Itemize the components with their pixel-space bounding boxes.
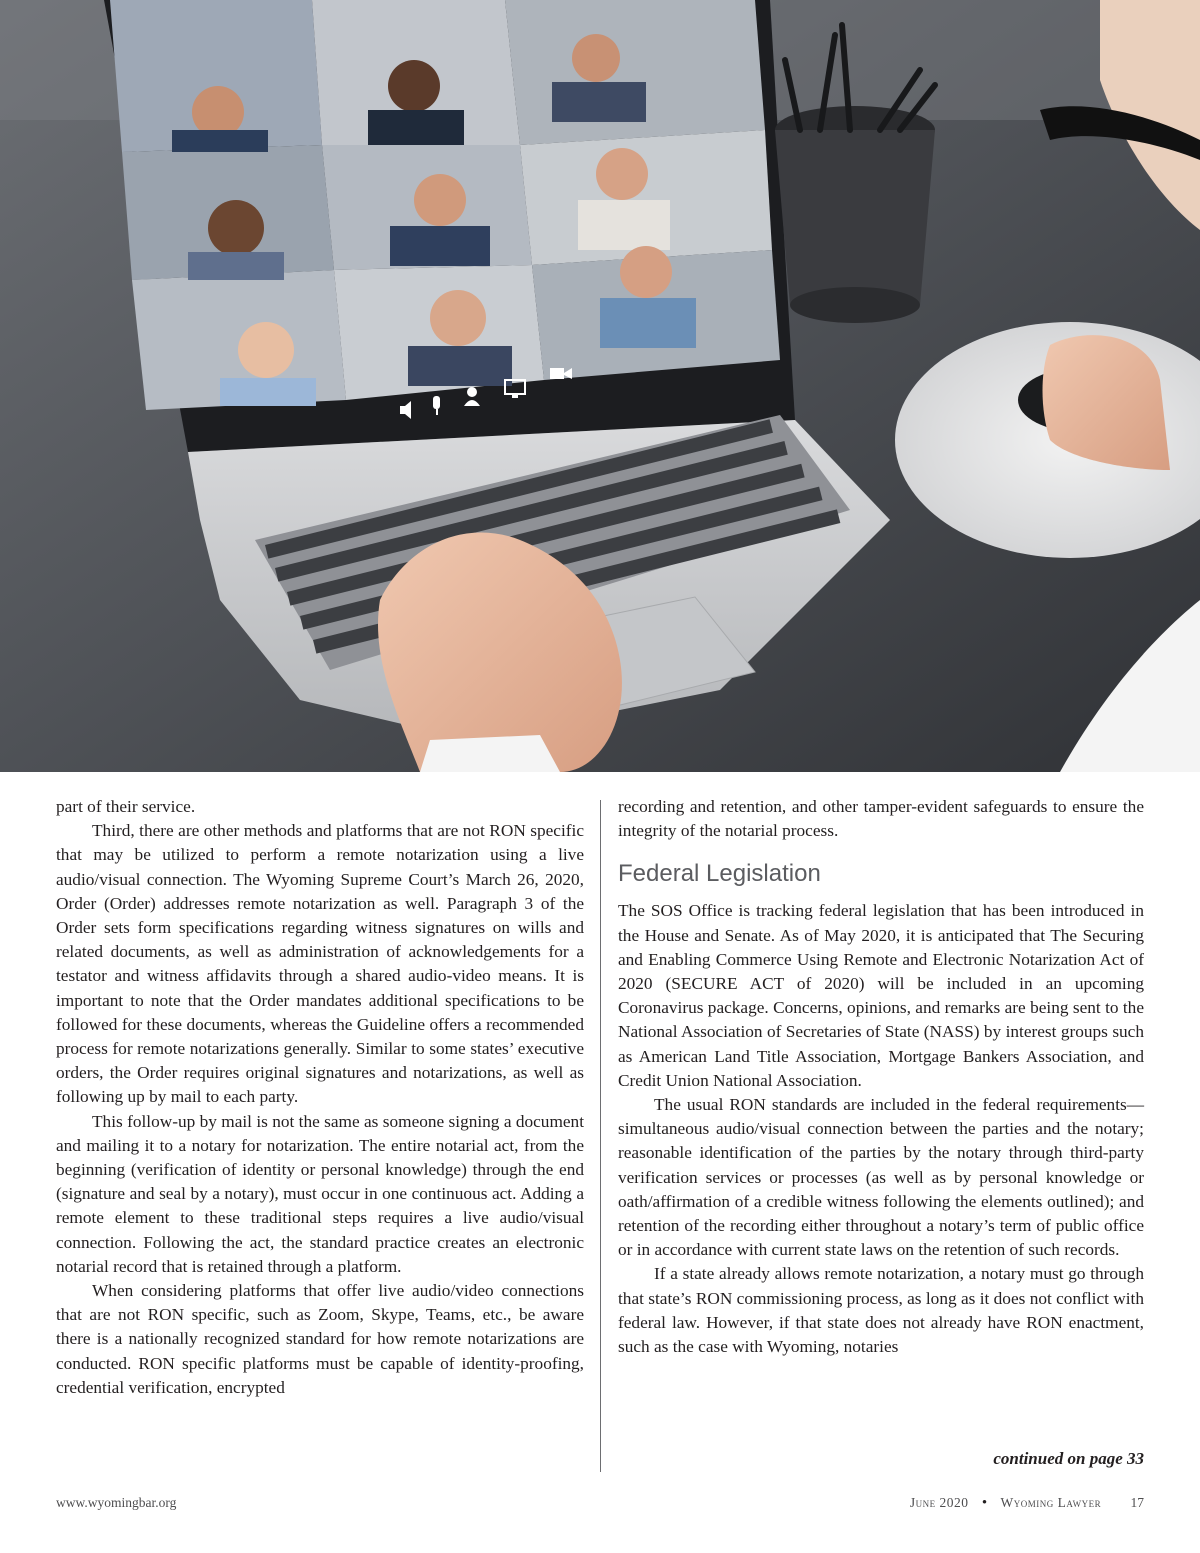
footer-url[interactable]: www.wyomingbar.org xyxy=(56,1495,177,1510)
right-column xyxy=(618,795,1144,1359)
page-number: 17 xyxy=(1130,1495,1144,1510)
footer-info xyxy=(910,1495,1144,1512)
bullet-separator: • xyxy=(981,1495,988,1511)
paragraph: recording and retention, and other tamper-evident safeguards to ensure the integrity of the notarial process. xyxy=(618,797,1144,841)
paragraph: This follow-up by mail is not the same as someone signing a document and mailing it to a notary for notarization. The entire notarial act, from the beginning (verification of identity or personal knowledge) through the end (signature and seal by a notary), must occur in one continuous act. Adding a remote element to these traditional steps requires a live audio/visual connection. Following the act, the standard practice creates an electronic notarial record that is retained through a platform. xyxy=(56,1111,584,1276)
column-divider xyxy=(600,800,601,1472)
section-heading: Federal Legislation xyxy=(618,860,821,888)
paragraph: Third, there are other methods and platforms that are not RON specific that may be utilized to perform a remote notarization using a live audio/visual connection. The Wyoming Supreme Court’s March 26, 2020, Order (Order) addresses remote notarization as well. Paragraph 3 of the Order sets form specifications regarding witness signatures on wills and related documents, as well as administration of acknowledgements for a testator and witness affidavits through a shared audio-video means. It is important to note that the Order mandates additional specifications to be followed for these documents, whereas the Guideline offers a recommended process for remote notarizations generally. Similar to some states’ executive orders, the Order requires original signatures and notarizations, as well as following up by mail to each party. xyxy=(56,821,584,1107)
page-footer xyxy=(56,1495,1144,1519)
header-photo xyxy=(0,0,1200,772)
paragraph: The usual RON standards are included in the federal requirements—simultaneous audio/visual connection between the parties and the notary; reasonable identification of the parties by the notary through third-party verification services or processes (as well as by personal knowledge or oath/affirmation of a credible witness following the elements outlined); and retention of the recording either throughout a notary’s term of public office or in accordance with current state laws on the retention of such records. xyxy=(618,1095,1144,1260)
continued-note: continued on page 33 xyxy=(993,1449,1144,1468)
paragraph: When considering platforms that offer live audio/video connections that are not RON specific, such as Zoom, Skype, Teams, etc., be aware there is a nationally recognized standard for how remote notarizations are conducted. RON specific platforms must be capable of identity-proofing, credential verification, encrypted xyxy=(56,1281,584,1397)
laptop-screen xyxy=(104,0,795,452)
issue-date: June 2020 xyxy=(909,1495,969,1510)
video-call-grid xyxy=(110,0,780,410)
paragraph: If a state already allows remote notarization, a notary must go through that state’s RON commissioning process, as long as it does not conflict with federal law. However, if that state does not already have RON enactment, such as the case with Wyoming, notaries xyxy=(618,1264,1144,1357)
paragraph: part of their service. xyxy=(56,797,196,816)
publication-name: Wyoming Lawyer xyxy=(1000,1495,1102,1510)
left-column xyxy=(56,795,584,1400)
paragraph: The SOS Office is tracking federal legislation that has been introduced in the House and Senate. As of May 2020, it is anticipated that The Securing and Enabling Commerce Using Remote and Electronic Notarization Act of 2020 (SECURE ACT of 2020) will be included in an upcoming Coronavirus package. Concerns, opinions, and remarks are being sent to the National Association of Secretaries of State (NASS) by interest groups such as American Land Title Association, Mortgage Bankers Association, and Credit Union National Association. xyxy=(618,901,1144,1090)
